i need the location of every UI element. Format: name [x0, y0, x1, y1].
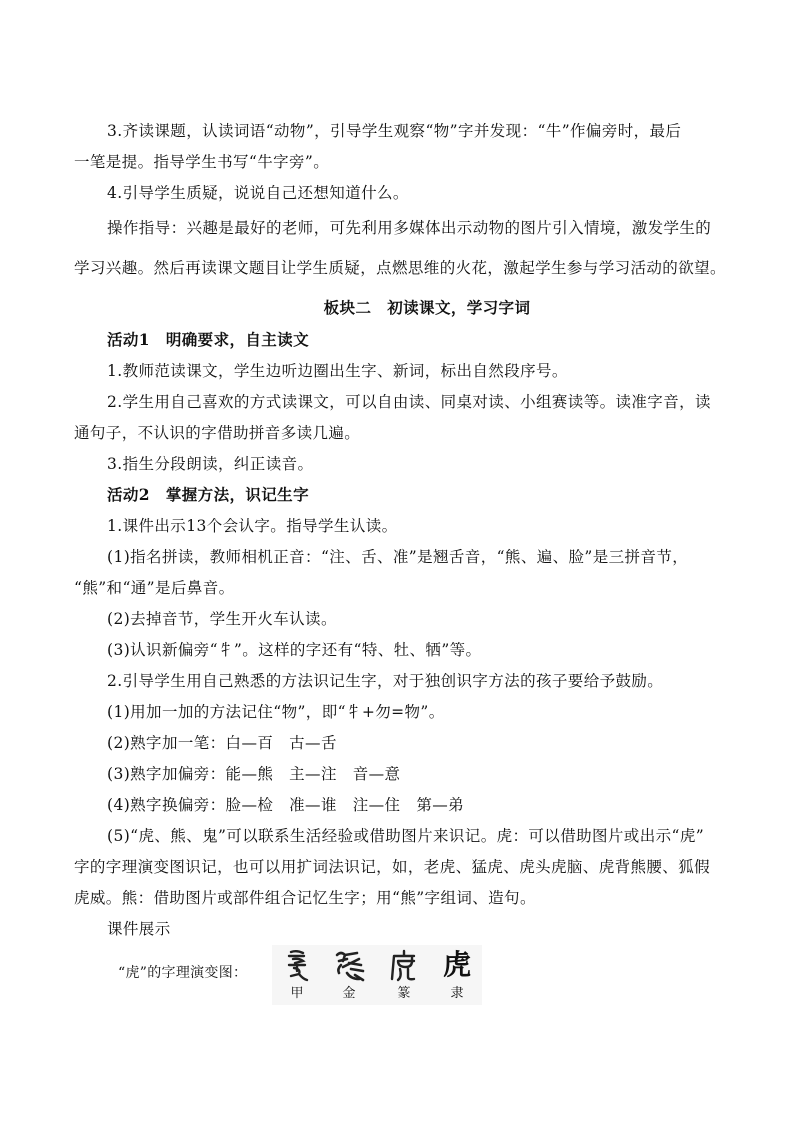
glyph-caption: 甲 [290, 986, 304, 1001]
paragraph-line: (1)用加一加的方法记住“物”，即“牜+勿=物”。 [107, 703, 445, 721]
guidance-line: 学习兴趣。然后再读课文题目让学生质疑，点燃思维的火花，激起学生参与学习活动的欲望。 [74, 259, 726, 277]
seal-tiger-glyph-icon [384, 949, 424, 983]
clerical-tiger-glyph: 虎 [442, 948, 471, 981]
paragraph-line: 一笔是提。指导学生书写“牛字旁”。 [74, 153, 330, 171]
paragraph-line: 2.学生用自己喜欢的方式读课文，可以自由读、同桌对读、小组赛读等。读准字音，读 [107, 393, 711, 411]
paragraph-line: 4.引导学生质疑，说说自己还想知道什么。 [107, 184, 409, 202]
activity-title: 活动1 明确要求，自主读文 [107, 330, 309, 349]
glyph-caption: 篆 [397, 986, 411, 1001]
paragraph-line: (1)指名拼读，教师相机正音：“注、舌、准”是翘舌音，“熊、遍、脸”是三拼音节， [107, 548, 689, 566]
paragraph-line: (3)熟字加偏旁：能—熊 主—注 音—意 [107, 765, 401, 783]
tiger-evolution-figure [272, 945, 482, 1005]
paragraph-line: (2)熟字加一笔：白—百 古—舌 [107, 734, 337, 752]
paragraph-line: 虎威。熊：借助图片或部件组合记忆生字；用“熊”字组词、造句。 [74, 889, 536, 907]
glyph-cell [324, 945, 374, 1005]
oracle-bone-tiger-glyph-icon [277, 949, 317, 983]
paragraph-line: 课件展示 [107, 920, 171, 938]
paragraph-line: (2)去掉音节，学生开火车认读。 [107, 610, 337, 628]
glyph-cell [379, 945, 429, 1005]
paragraph-line: (4)熟字换偏旁：脸—检 准—谁 注—住 第—弟 [107, 796, 465, 814]
glyph-cell [272, 945, 322, 1005]
glyph-cell [432, 945, 482, 1005]
paragraph-line: (3)认识新偏旁“牜”。这样的字还有“特、牡、牺”等。 [107, 641, 482, 659]
activity-title: 活动2 掌握方法，识记生字 [107, 485, 309, 504]
paragraph-line: “熊”和“通”是后鼻音。 [74, 579, 235, 597]
paragraph-line: 字的字理演变图识记，也可以用扩词法识记，如，老虎、猛虎、虎头虎脑、虎背熊腰、狐假 [74, 858, 711, 876]
paragraph-line: 1.课件出示13个会认字。指导学生认读。 [107, 517, 398, 535]
paragraph-line: 3.指生分段朗读，纠正读音。 [107, 455, 314, 473]
figure-label: “虎”的字理演变图： [118, 965, 248, 981]
paragraph-line: 3.齐读课题，认读词语“动物”，引导学生观察“物”字并发现：“牛”作偏旁时，最后 [107, 122, 682, 140]
glyph-caption: 金 [342, 986, 356, 1001]
paragraph-line: 1.教师范读课文，学生边听边圈出生字、新词，标出自然段序号。 [107, 362, 568, 380]
paragraph-line: (5)“虎、熊、鬼”可以联系生活经验或借助图片来识记。虎：可以借助图片或出示“虎” [107, 827, 705, 845]
paragraph-line: 2.引导学生用自己熟悉的方法识记生字，对于独创识字方法的孩子要给予鼓励。 [107, 672, 664, 690]
glyph-caption: 隶 [450, 986, 464, 1001]
bronze-tiger-glyph-icon [329, 949, 369, 983]
section-heading: 板块二 初读课文，学习字词 [323, 298, 531, 317]
guidance-line: 操作指导：兴趣是最好的老师，可先利用多媒体出示动物的图片引入情境，激发学生的 [107, 219, 712, 237]
paragraph-line: 通句子，不认识的字借助拼音多读几遍。 [74, 424, 361, 442]
